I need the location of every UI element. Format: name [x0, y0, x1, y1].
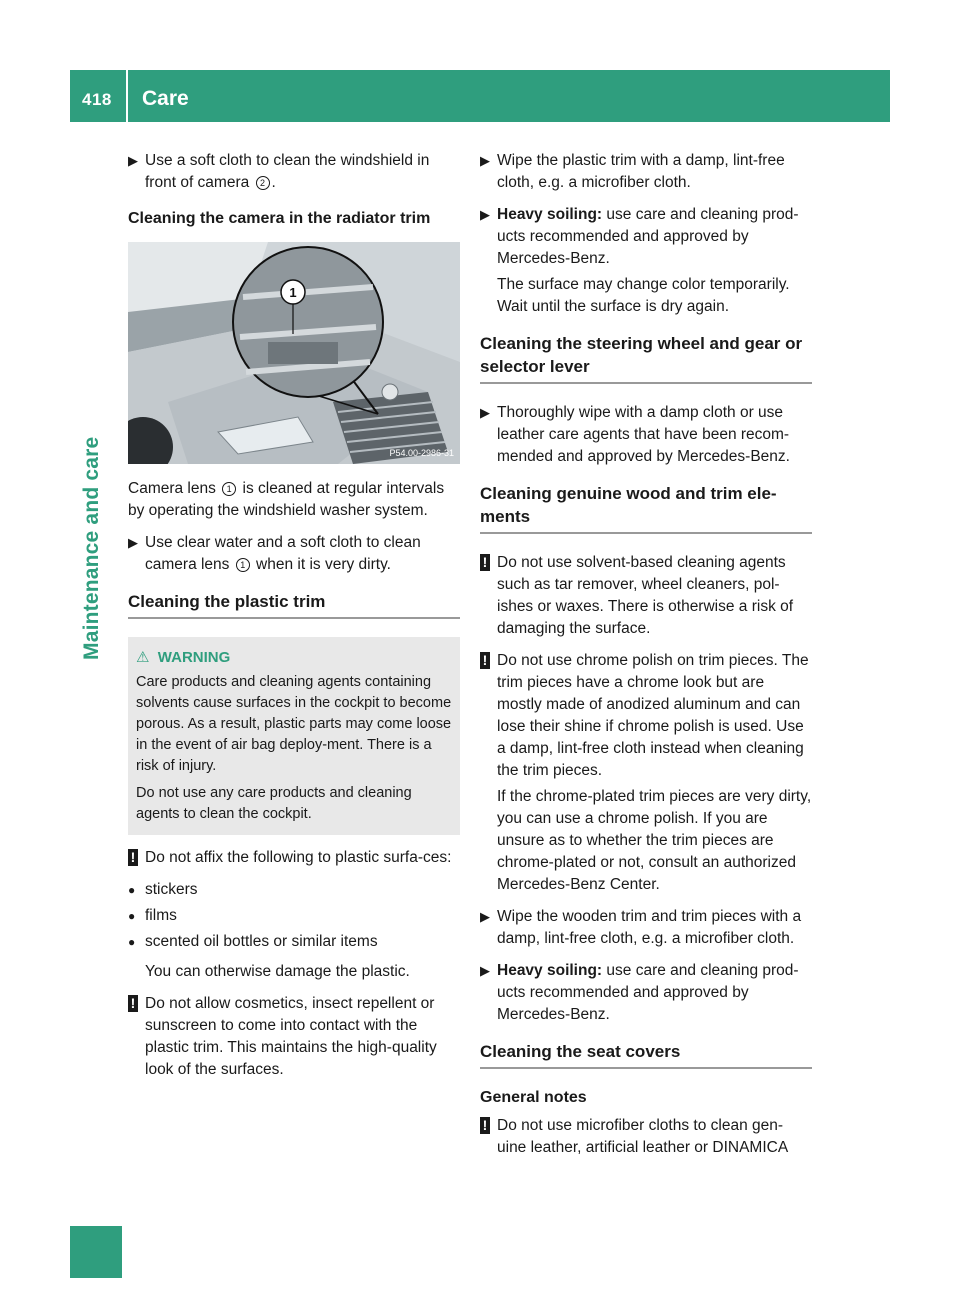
callout-number: 2: [256, 176, 270, 190]
warning-text: Do not use any care products and cleaning agents to clean the cockpit.: [136, 785, 412, 822]
image-callout-number: 1: [289, 285, 297, 300]
body-text: You can otherwise damage the plastic.: [145, 963, 410, 980]
instruction-step: ▶ Use clear water and a soft cloth to clean camera lens 1 when it is very dirty.: [128, 534, 421, 573]
section-heading: Cleaning the seat covers: [480, 1040, 812, 1069]
warning-text: Care products and cleaning agents containing solvents cause surfaces in the cockpit to become porous. As a result, plastic parts may come loose in the event of air bag deploy-ment. There is a risk of injury.: [136, 674, 452, 774]
section-heading: Cleaning genuine wood and trim ele-ments: [480, 482, 812, 534]
camera-photo: [128, 242, 460, 464]
warning-heading: ⚠ WARNING: [136, 649, 231, 666]
car-front-illustration: [128, 242, 460, 464]
notice: ! Do not use chrome polish on trim pieces. The trim pieces have a chrome look but are mostly made of anodized aluminum and can lose their shine if chrome polish is used. Use a damp, lint-free cloth instead when cleaning the trim pieces.: [480, 650, 812, 782]
image-caption: Camera lens 1 is cleaned at regular intervals by operating the windshield washer system.: [128, 480, 445, 519]
arrow-right-icon: ▶: [480, 207, 490, 222]
arrow-right-icon: ▶: [128, 153, 138, 168]
exclamation-icon: !: [480, 1117, 490, 1134]
page-number: 418: [82, 90, 112, 109]
instruction-step: ▶ Wipe the plastic trim with a damp, lint-free cloth, e.g. a microfiber cloth.: [480, 152, 785, 191]
arrow-right-icon: ▶: [480, 153, 490, 168]
instruction-step: ▶ Wipe the wooden trim and trim pieces with a damp, lint-free cloth, e.g. a microfiber cloth.: [480, 908, 802, 947]
instruction-step: ▶ Use a soft cloth to clean the windshield in front of camera 2 .: [128, 152, 430, 191]
list-item: ● scented oil bottles or similar items: [128, 931, 460, 953]
body-text: If the chrome-plated trim pieces are very dirty, you can use a chrome polish. If you are unsure as to whether the trim pieces are chrome-plated or not, consult an authorized Mercedes-Benz Center.: [497, 788, 812, 893]
exclamation-icon: !: [128, 849, 138, 866]
right-column: [480, 150, 812, 1169]
side-tab-marker: [70, 1226, 122, 1278]
body-text: The surface may change color temporarily. Wait until the surface is dry again.: [497, 276, 790, 315]
arrow-right-icon: ▶: [128, 535, 138, 550]
notice: ! Do not allow cosmetics, insect repellent or sunscreen to come into contact with the plastic trim. This maintains the high-quality look of the surfaces.: [128, 993, 460, 1081]
section-heading: Cleaning the steering wheel and gear or selector lever: [480, 332, 812, 384]
bullet-icon: ●: [128, 935, 136, 949]
exclamation-icon: !: [480, 554, 490, 571]
instruction-step: ▶ Heavy soiling: use care and cleaning prod-ucts recommended and approved by Mercedes-Benz.: [480, 206, 799, 267]
warning-triangle-icon: ⚠: [136, 649, 150, 666]
left-column: [128, 150, 460, 1091]
arrow-right-icon: ▶: [480, 963, 490, 978]
arrow-right-icon: ▶: [480, 405, 490, 420]
header-divider: [126, 70, 128, 122]
notice: ! Do not use solvent-based cleaning agents such as tar remover, wheel cleaners, pol-ishes or waxes. There is otherwise a risk of damaging the surface.: [480, 552, 812, 640]
exclamation-icon: !: [480, 652, 490, 669]
section-heading: Cleaning the plastic trim: [128, 590, 460, 619]
exclamation-icon: !: [128, 995, 138, 1012]
bullet-list: [128, 879, 460, 953]
arrow-right-icon: ▶: [480, 909, 490, 924]
side-tab: [80, 436, 120, 670]
bullet-icon: ●: [128, 909, 136, 923]
notice: ! Do not use microfiber cloths to clean gen-uine leather, artificial leather or DINAMICA: [480, 1115, 812, 1159]
instruction-step: ▶ Heavy soiling: use care and cleaning prod-ucts recommended and approved by Mercedes-Benz.: [480, 962, 799, 1023]
list-item: ● stickers: [128, 879, 460, 901]
warning-box: [128, 637, 460, 835]
instruction-step: ▶ Thoroughly wipe with a damp cloth or use leather care agents that have been recom-mended and approved by Mercedes-Benz.: [480, 404, 790, 465]
page-header: [70, 70, 890, 122]
section-title: Care: [142, 87, 189, 110]
notice: ! Do not affix the following to plastic surfa-ces:: [128, 847, 460, 869]
callout-number: 1: [236, 558, 250, 572]
subsection-heading: Cleaning the camera in the radiator trim: [128, 210, 431, 227]
image-code: P54.00-2986-31: [389, 448, 454, 458]
bullet-icon: ●: [128, 883, 136, 897]
callout-number: 1: [222, 482, 236, 496]
side-tab-label: Maintenance and care: [80, 436, 103, 660]
list-item: ● films: [128, 905, 460, 927]
subsection-heading: General notes: [480, 1089, 587, 1106]
